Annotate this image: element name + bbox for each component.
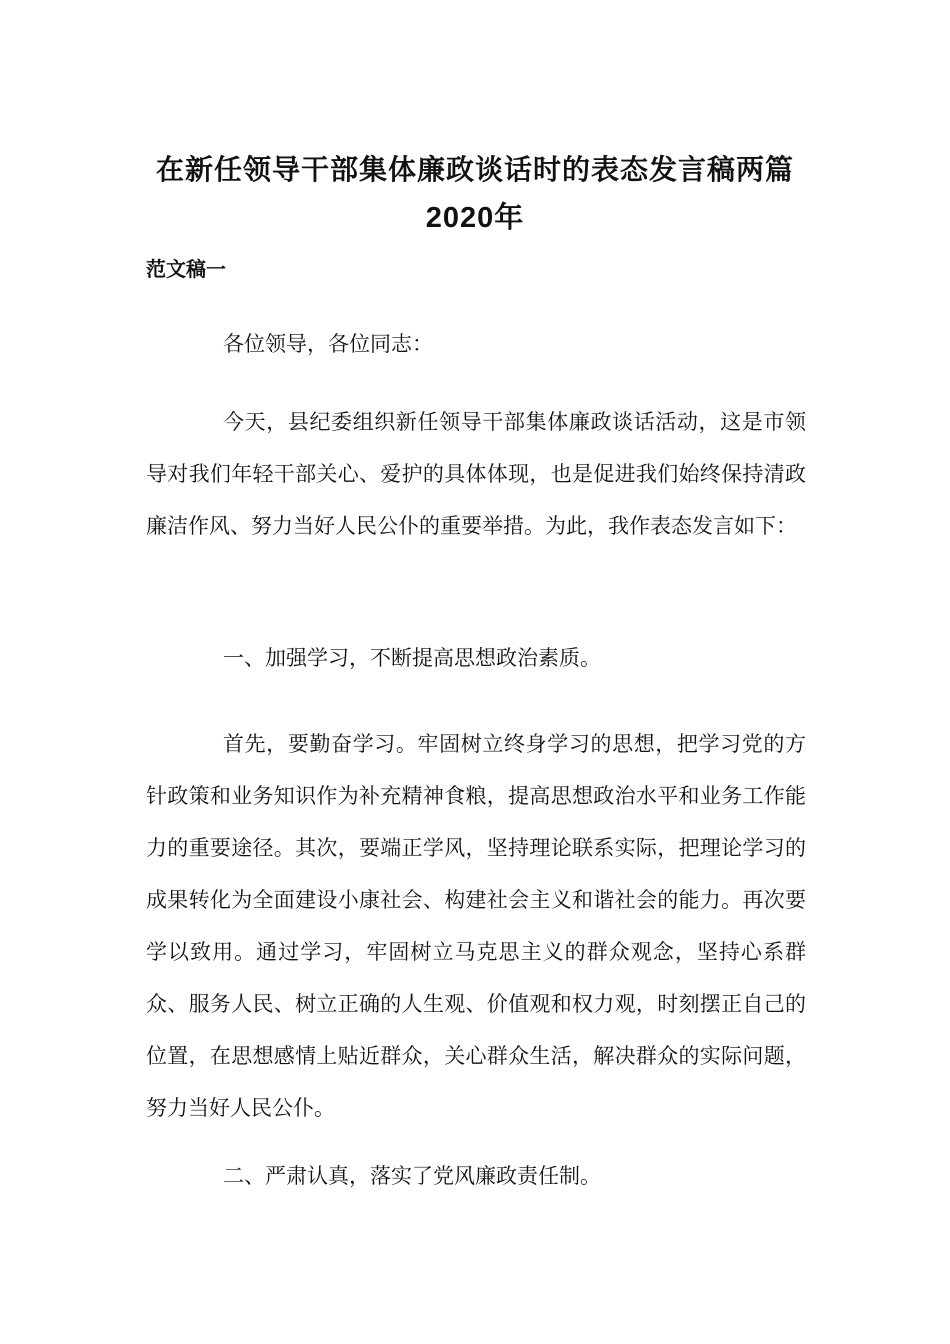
section-label: 范文稿一 xyxy=(146,257,226,281)
paragraph-greeting: 各位领导，各位同志： xyxy=(223,332,433,356)
paragraph-intro: 今天，县纪委组织新任领导干部集体廉政谈话活动，这是市领导对我们年轻干部关心、爱护的具体体现，也是促进我们始终保持清政廉洁作风、努力当好人民公仆的重要举措。为此，我作表态发言如下： xyxy=(146,410,806,538)
paragraph-heading-2: 二、严肃认真，落实了党风廉政责任制。 xyxy=(223,1164,601,1188)
document-title: 在新任领导干部集体廉政谈话时的表态发言稿两篇 xyxy=(155,153,794,186)
paragraph-heading-1: 一、加强学习，不断提高思想政治素质。 xyxy=(223,646,601,670)
document-title-year: 2020年 xyxy=(425,202,525,234)
paragraph-body-1: 首先，要勤奋学习。牢固树立终身学习的思想，把学习党的方针政策和业务知识作为补充精神食粮，提高思想政治水平和业务工作能力的重要途径。其次，要端正学风，坚持理论联系实际，把理论学习的成果转化为全面建设小康社会、构建社会主义和谐社会的能力。再次要学以致用。通过学习，牢固树立马克思主义的群众观念，坚持心系群众、服务人民、树立正确的人生观、价值观和权力观，时刻摆正自己的位置，在思想感情上贴近群众，关心群众生活，解决群众的实际问题，努力当好人民公仆。 xyxy=(146,732,806,1120)
